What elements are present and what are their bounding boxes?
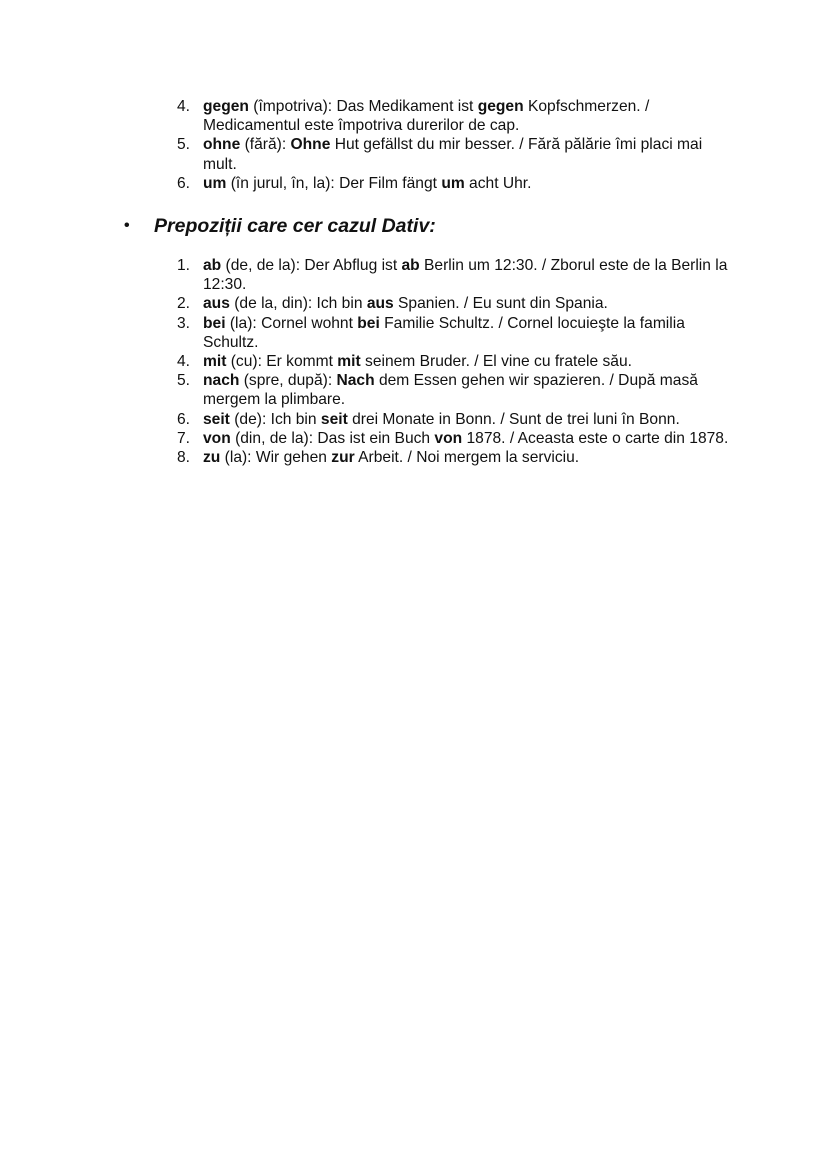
- translation: (de la, din):: [229, 295, 317, 313]
- example-text: dem Essen gehen wir spazieren. / După masă mergem la plimbare.: [203, 372, 698, 409]
- preposition: gegen: [203, 98, 249, 115]
- list-number: 8.: [177, 449, 191, 467]
- list-item: [177, 314, 737, 352]
- example-bold: von: [434, 429, 463, 447]
- translation: (cu):: [226, 353, 267, 371]
- example-text: Der Film fängt: [339, 174, 442, 192]
- example-text: Der Abflug ist: [304, 257, 402, 274]
- list-number: 4.: [177, 98, 191, 115]
- example-text: Ich bin: [316, 295, 367, 313]
- accusative-prepositions-list: [177, 97, 737, 193]
- translation: (de):: [229, 410, 271, 428]
- example-bold: gegen: [477, 98, 524, 115]
- list-number: 3.: [177, 314, 191, 332]
- list-item: [177, 429, 737, 448]
- example-bold: mit: [337, 353, 361, 371]
- example-text: seinem Bruder. / El vine cu fratele său.: [360, 353, 632, 371]
- preposition: zu: [203, 449, 221, 467]
- bullet-icon: •: [124, 217, 130, 234]
- list-number: 5.: [177, 136, 191, 154]
- translation: (fără):: [240, 136, 291, 154]
- translation: (din, de la):: [230, 429, 318, 447]
- example-text: Berlin um 12:30. / Zborul este de la Berlin la 12:30.: [203, 257, 728, 294]
- section-heading-dative: [124, 214, 436, 238]
- list-number: 2.: [177, 295, 191, 313]
- example-bold: um: [441, 174, 465, 192]
- example-text: Ich bin: [270, 410, 321, 428]
- example-bold: Nach: [336, 372, 375, 390]
- preposition: nach: [203, 372, 240, 390]
- preposition: aus: [203, 295, 230, 313]
- example-text: Spanien. / Eu sunt din Spania.: [393, 295, 608, 313]
- list-item: [177, 135, 737, 173]
- example-bold: Ohne: [290, 136, 331, 154]
- list-item: [177, 352, 737, 371]
- list-item: [177, 97, 737, 135]
- list-item: [177, 448, 737, 467]
- list-item: [177, 256, 737, 294]
- example-text: Familie Schultz. / Cornel locuieşte la familia Schultz.: [203, 314, 685, 351]
- translation: (spre, după):: [239, 372, 337, 390]
- example-text: Arbeit. / Noi mergem la serviciu.: [354, 449, 580, 467]
- example-text: Cornel wohnt: [261, 314, 358, 332]
- translation: (în jurul, în, la):: [226, 174, 340, 192]
- example-text: Hut gefällst du mir besser. / Fără pălărie îmi placi mai mult.: [203, 136, 703, 173]
- preposition: von: [203, 429, 231, 447]
- example-text: Kopfschmerzen. / Medicamentul este împotriva durerilor de cap.: [203, 98, 650, 135]
- example-text: Wir gehen: [255, 449, 332, 467]
- list-number: 6.: [177, 174, 191, 192]
- list-item: [177, 294, 737, 313]
- list-number: 5.: [177, 372, 191, 390]
- example-text: drei Monate in Bonn. / Sunt de trei luni în Bonn.: [347, 410, 680, 428]
- example-text: acht Uhr.: [464, 174, 532, 192]
- list-number: 6.: [177, 410, 191, 428]
- list-item: [177, 410, 737, 429]
- translation: (la):: [225, 314, 262, 332]
- preposition: um: [203, 174, 227, 192]
- heading-text: Prepoziții care cer cazul Dativ:: [154, 215, 436, 237]
- list-item: [177, 174, 737, 193]
- example-bold: aus: [366, 295, 394, 313]
- preposition: seit: [203, 410, 230, 428]
- translation: (împotriva):: [248, 98, 337, 115]
- example-bold: ab: [401, 257, 420, 274]
- list-number: 1.: [177, 257, 191, 274]
- example-bold: seit: [320, 410, 348, 428]
- example-text: Das Medikament ist: [336, 98, 478, 115]
- preposition: ohne: [203, 136, 241, 154]
- example-bold: zur: [331, 449, 355, 467]
- example-text: 1878. / Aceasta este o carte din 1878.: [462, 429, 729, 447]
- example-bold: bei: [357, 314, 380, 332]
- example-text: Er kommt: [266, 353, 338, 371]
- translation: (de, de la):: [221, 257, 305, 274]
- preposition: mit: [203, 353, 227, 371]
- list-number: 4.: [177, 353, 191, 371]
- list-number: 7.: [177, 429, 191, 447]
- example-text: Das ist ein Buch: [317, 429, 435, 447]
- list-item: [177, 371, 737, 409]
- dative-prepositions-list: [177, 256, 737, 467]
- preposition: ab: [203, 257, 222, 274]
- preposition: bei: [203, 314, 226, 332]
- translation: (la):: [220, 449, 256, 467]
